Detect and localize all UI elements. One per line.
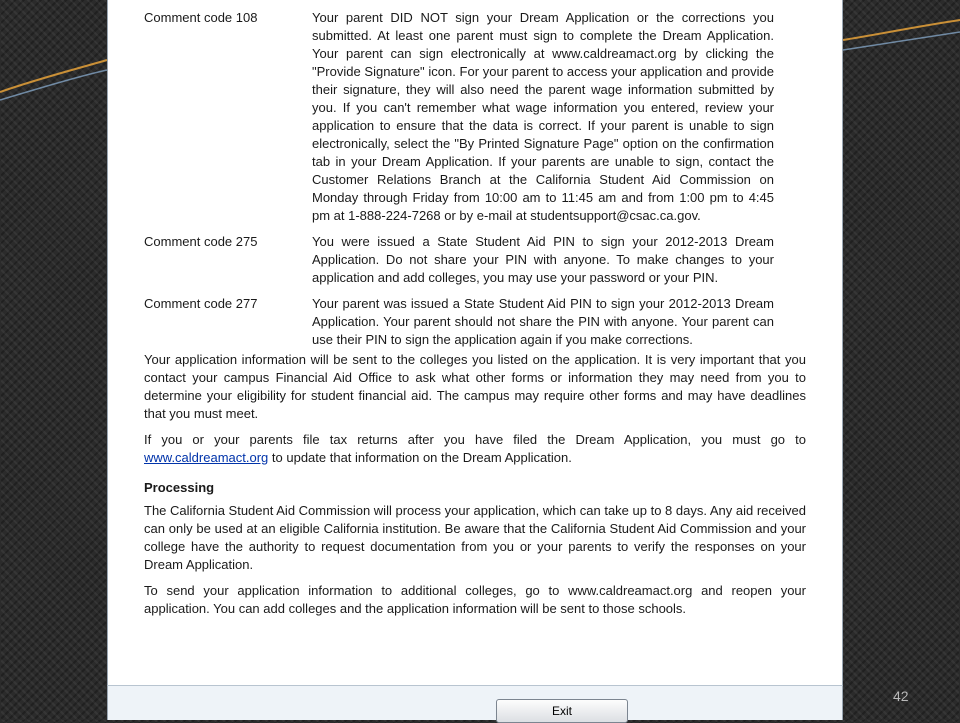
comment-277 xyxy=(144,295,806,349)
processing-paragraph: The California Student Aid Commission will process your application, which can take up to 8 days. Any aid received can only be used at an eligible California institution. Be aware that the California Student Aid Commission and your college have the authority to request documentation from you or your parents to verify the responses on your Dream Application. xyxy=(144,503,806,572)
page-number: 42 xyxy=(893,688,909,704)
comment-108 xyxy=(144,9,806,225)
comment-text: You were issued a State Student Aid PIN to sign your 2012-2013 Dream Application. Do not share your PIN with anyone. To make changes to your application and add colleges, you may use your password or your PIN. xyxy=(312,234,774,285)
additional-colleges-paragraph: To send your application information to additional colleges, go to www.caldreamact.org and reopen your application. You can add colleges and the application information will be sent to those schools. xyxy=(144,583,806,616)
comment-code-label: Comment code 275 xyxy=(144,234,258,249)
document-content xyxy=(144,9,806,626)
comment-text: Your parent DID NOT sign your Dream Application or the corrections you submitted. At least one parent must sign to complete the Dream Application. Your parent can sign electronically at www.caldreamact.org by clicking the "Provide Signature" icon. For your parent to access your application and provide their signature, they will also need the parent wage information submitted by you. If you can't remember what wage information you entered, review your application to ensure that the data is correct. If your parent is unable to sign electronically, select the "By Printed Signature Page" option on the confirmation tab in your Dream Application. If your parents are unable to sign, contact the Customer Relations Branch at the California Student Aid Commission on Monday through Friday from 10:00 am to 11:45 am and from 1:00 pm to 4:45 pm at 1-888-224-7268 or by e-mail at studentsupport@csac.ca.gov. xyxy=(312,10,774,223)
caldreamact-link[interactable]: www.caldreamact.org xyxy=(144,450,269,465)
comment-text: Your parent was issued a State Student Aid PIN to sign your 2012-2013 Dream Application. Your parent should not share the PIN with anyone. Your parent can use their PIN to sign the application again if you make corrections. xyxy=(312,296,774,347)
comment-code-label: Comment code 108 xyxy=(144,10,258,25)
exit-button[interactable]: Exit xyxy=(496,699,628,723)
tax-returns-paragraph xyxy=(144,431,806,467)
button-bar xyxy=(107,686,843,720)
processing-heading: Processing xyxy=(144,480,215,495)
tax-text-after: to update that information on the Dream Application. xyxy=(271,450,572,465)
tax-text-before: If you or your parents file tax returns after you have filed the Dream Application, you must go to xyxy=(144,432,806,447)
comment-275 xyxy=(144,233,806,287)
comment-code-label: Comment code 277 xyxy=(144,296,258,311)
colleges-info-paragraph: Your application information will be sent to the colleges you listed on the application. It is very important that you contact your campus Financial Aid Office to ask what other forms or information they may need from you to determine your eligibility for student financial aid. The campus may require other forms and may have deadlines that you must meet. xyxy=(144,352,806,421)
